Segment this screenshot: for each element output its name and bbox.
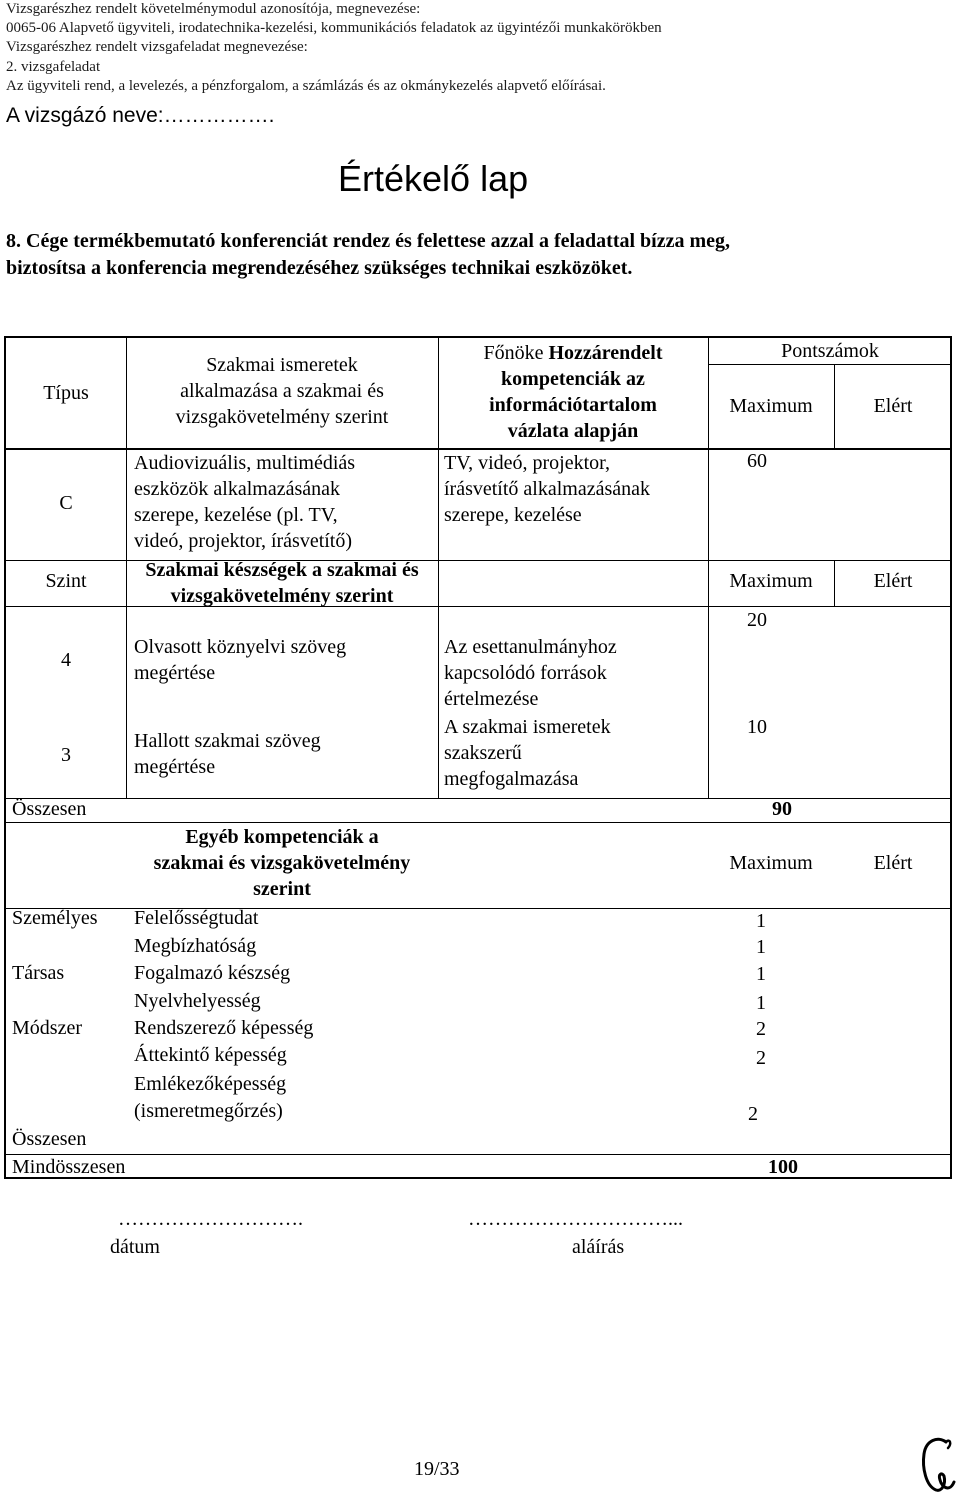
row-c-knowledge: Audiovizuális, multimédiás eszközök alkalmazásának szerepe, kezelése (pl. TV, videó, projektor, írásvetítő) [134,452,356,552]
competency-max: 2 [756,1018,766,1040]
evaluation-table [4,336,952,1179]
row-3-competency: A szakmai ismeretek szakszerű megfogalmazása [444,716,611,790]
competency-name: Felelősségtudat [134,907,259,929]
competency-max: 1 [756,936,766,958]
page-number: 19/33 [414,1458,460,1480]
competency-name: Megbízhatóság [134,935,257,957]
row-type-3: 3 [61,744,71,766]
row-c-competency: TV, videó, projektor, írásvetítő alkalmazásának szerepe, kezelése [444,452,651,526]
competency-name: Fogalmazó készség [134,962,291,984]
signature-label: aláírás [572,1236,625,1258]
header-line: Vizsgarészhez rendelt vizsgafeladat megnevezése: [6,39,308,56]
page-header [6,0,946,96]
row-3-skill: Hallott szakmai szöveg megértése [134,730,321,778]
skills-header: Szakmai készségek a szakmai és vizsgakövetelmény szerint [145,559,419,607]
skills-max-header: Maximum [729,570,813,592]
competency-name: (ismeretmegőrzés) [134,1100,283,1122]
table-line [6,1154,952,1155]
competency-max: 1 [756,992,766,1014]
column-header-type: Típus [43,382,89,404]
subtotal-max: 90 [772,798,792,820]
column-header-achieved: Elért [873,395,913,417]
row-type-c: C [59,492,73,514]
row-type-4: 4 [61,649,71,671]
header-line: 0065-06 Alapvető ügyviteli, irodatechnika-kezelési, kommunikációs feladatok az ügyintézői munkakörökben [6,20,662,37]
competency-name: Nyelvhelyesség [134,990,261,1012]
competency-max: 1 [756,963,766,985]
grand-total-label: Mindösszesen [12,1156,126,1178]
competency-name: Áttekintő képesség [134,1044,287,1066]
row-c-max: 60 [747,450,767,472]
examinee-name-label: A vizsgázó neve:……………. [6,104,275,127]
competency-type: Társas [12,962,65,984]
competency-name: Emlékezőképesség [134,1073,287,1095]
other-max-header: Maximum [729,852,813,874]
task-line: 8. Cége termékbemutató konferenciát rendez és felettese azzal a feladattal bízza meg, [6,230,731,252]
column-header-competencies: Főnöke Hozzárendelt kompetenciák az információtartalom vázlata alapján [483,342,663,442]
row-4-competency: Az esettanulmányhoz kapcsolódó források értelmezése [444,636,617,710]
handwritten-signature-icon [916,1432,956,1498]
competency-type: Személyes [12,907,98,929]
row-4-skill: Olvasott köznyelvi szöveg megértése [134,636,347,684]
competency-max: 2 [748,1103,758,1125]
competency-max: 1 [756,910,766,932]
competency-type: Módszer [12,1017,82,1039]
row-3-max: 10 [747,716,767,738]
header-line: Vizsgarészhez rendelt követelménymodul azonosítója, megnevezése: [6,1,421,17]
row-type-level: Szint [45,570,87,592]
competency-max: 2 [756,1047,766,1069]
task-description [6,228,951,282]
column-header-max: Maximum [729,395,813,417]
table-line [6,822,952,823]
row-4-max: 20 [747,609,767,631]
date-dots: ………………………. [118,1208,303,1230]
other-competencies-header: Egyéb kompetenciák a szakmai és vizsgakövetelmény szerint [153,826,411,900]
table-line [708,364,952,365]
page-title: Értékelő lap [338,158,529,199]
subtotal-2-label: Összesen [12,1128,87,1150]
grand-total-max: 100 [768,1156,798,1178]
skills-achieved-header: Elért [873,570,913,592]
table-line [6,798,952,799]
header-line: Az ügyviteli rend, a levelezés, a pénzforgalom, a számlázás és az okmánykezelés alapvető előírásai. [6,77,606,94]
column-header-points: Pontszámok [781,340,879,362]
other-achieved-header: Elért [873,852,913,874]
date-label: dátum [110,1236,160,1258]
header-line: 2. vizsgafeladat [6,58,101,75]
competency-name: Rendszerező képesség [134,1017,314,1039]
signature-dots: …………………………... [468,1208,683,1230]
subtotal-label: Összesen [12,798,87,820]
task-line: biztosítsa a konferencia megrendezéséhez szükséges technikai eszközöket. [6,257,633,279]
column-header-knowledge: Szakmai ismeretek alkalmazása a szakmai és vizsgakövetelmény szerint [175,354,389,428]
